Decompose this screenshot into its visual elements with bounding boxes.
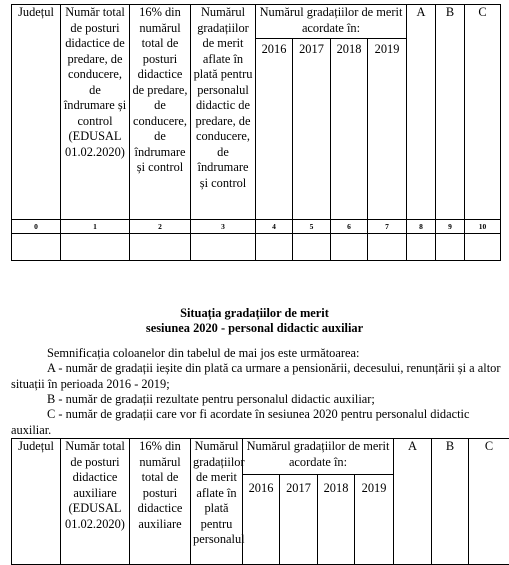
header-b: B — [436, 5, 465, 220]
year-cell: 2019 — [355, 475, 394, 565]
merit-table-didactic — [11, 4, 501, 261]
header-c: C — [465, 5, 501, 220]
empty-cell — [256, 234, 293, 261]
empty-cell — [436, 234, 465, 261]
index-cell: 8 — [407, 220, 436, 234]
section-subtitle: sesiunea 2020 - personal didactic auxiliar — [145, 321, 364, 335]
year-cell: 2017 — [293, 39, 331, 220]
index-cell: 6 — [331, 220, 368, 234]
index-cell: 3 — [191, 220, 256, 234]
header-merit-in-payment: Numărul gradațiilor de merit aflate în plată pentru personalul didactic de predare, de conducere, de îndrumare și control — [191, 5, 256, 220]
index-cell: 9 — [436, 220, 465, 234]
header-a: A — [407, 5, 436, 220]
empty-cell — [407, 234, 436, 261]
legend-item-a: A - număr de gradații ieșite din plată ca urmare a pensionării, decesului, renunțării și a altor situații în perioada 2016 - 2019; — [11, 361, 501, 391]
index-cell: 5 — [293, 220, 331, 234]
empty-cell — [61, 234, 130, 261]
header-merit-in-payment: Numărul gradațiilor de merit aflate în plată pentru personalul — [191, 439, 243, 565]
year-cell: 2018 — [318, 475, 355, 565]
index-cell: 2 — [130, 220, 191, 234]
year-cell: 2017 — [280, 475, 318, 565]
year-cell: 2016 — [256, 39, 293, 220]
empty-cell — [331, 234, 368, 261]
header-merit-awarded: Numărul gradațiilor de merit acordate în: — [243, 439, 394, 475]
legend-item-b: B - număr de gradații rezultate pentru personalul didactic auxiliar; — [47, 392, 375, 406]
header-total-posts: Număr total de posturi didactice de predare, de conducere, de îndrumare și control (EDUSAL 01.02.2020) — [61, 5, 130, 220]
section-title: Situația gradațiilor de merit — [180, 306, 329, 320]
header-16-percent: 16% din numărul total de posturi didactice de predare, de conducere, de îndrumare și control — [130, 5, 191, 220]
legend-item-c: C - număr de gradații care vor fi acordate în sesiunea 2020 pentru personalul didactic auxiliar. — [11, 407, 470, 437]
index-cell: 0 — [12, 220, 61, 234]
header-a: A — [394, 439, 432, 565]
empty-cell — [191, 234, 256, 261]
index-cell: 7 — [368, 220, 407, 234]
legend-intro: Semnificația coloanelor din tabelul de mai jos este următoarea: — [47, 346, 360, 360]
header-total-posts: Număr total de posturi didactice auxiliare (EDUSAL 01.02.2020) — [61, 439, 130, 565]
year-cell: 2018 — [331, 39, 368, 220]
empty-cell — [130, 234, 191, 261]
index-cell: 4 — [256, 220, 293, 234]
empty-cell — [12, 234, 61, 261]
header-judet: Județul — [12, 439, 61, 565]
index-cell: 1 — [61, 220, 130, 234]
year-cell: 2019 — [368, 39, 407, 220]
header-16-percent: 16% din numărul total de posturi didactice auxiliare — [130, 439, 191, 565]
header-b: B — [432, 439, 469, 565]
empty-cell — [293, 234, 331, 261]
header-c: C — [469, 439, 509, 565]
empty-cell — [368, 234, 407, 261]
year-cell: 2016 — [243, 475, 280, 565]
empty-cell — [465, 234, 501, 261]
index-cell: 10 — [465, 220, 501, 234]
table-row — [12, 234, 501, 261]
header-merit-awarded: Numărul gradațiilor de merit acordate în: — [256, 5, 407, 39]
merit-table-auxiliary — [11, 438, 509, 565]
header-judet: Județul — [12, 5, 61, 220]
